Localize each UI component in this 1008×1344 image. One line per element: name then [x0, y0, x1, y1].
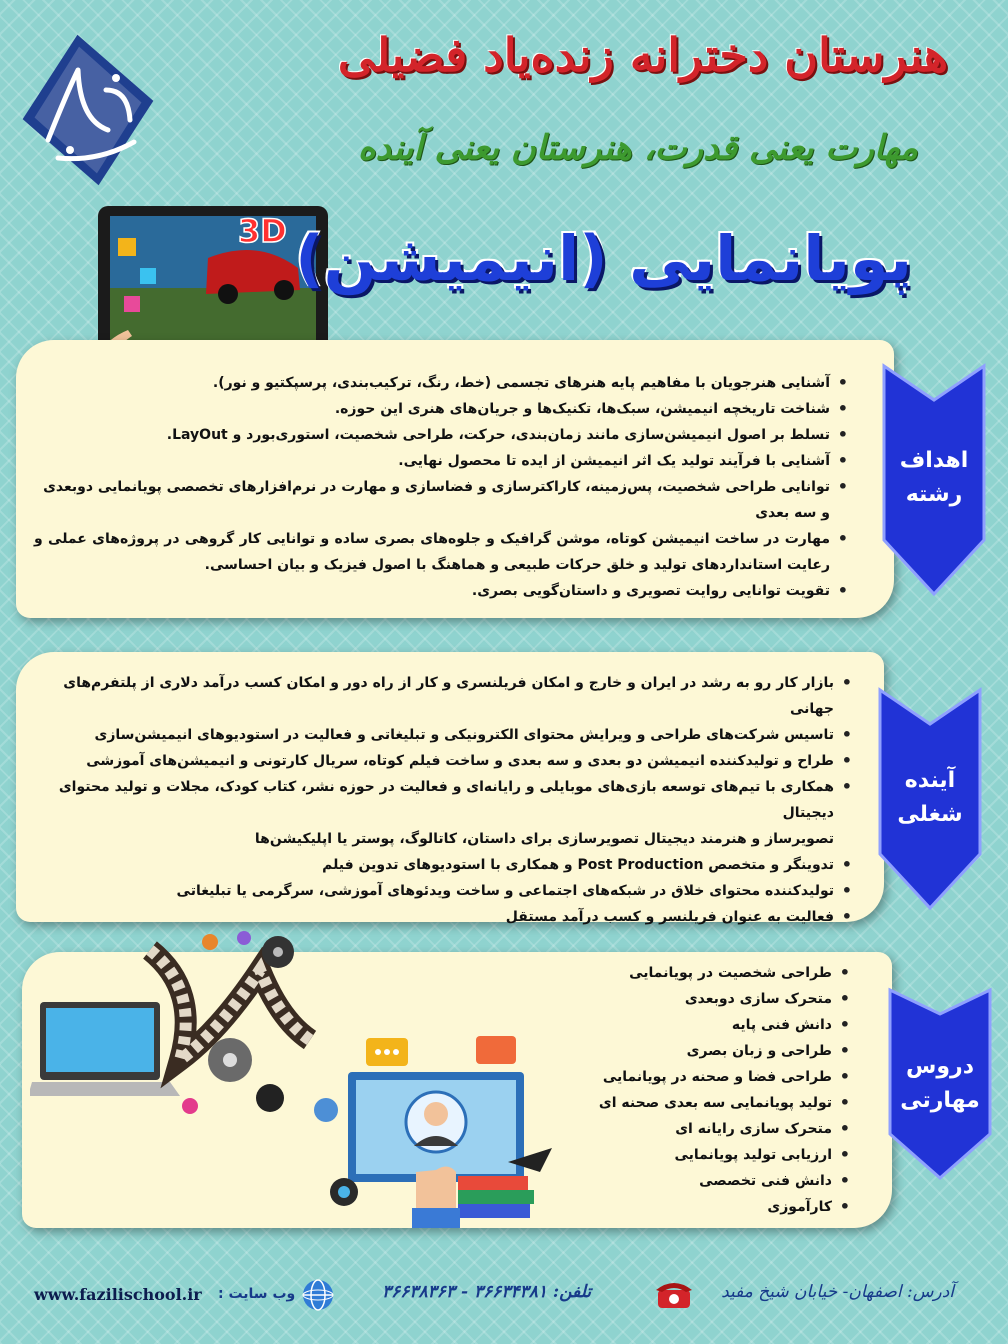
courses-item: • متحرک سازی دوبعدی	[496, 986, 856, 1012]
goals-badge-line2: رشته	[905, 482, 963, 507]
career-item: • تولیدکننده محتوای خلاق در شبکه‌های اجتماعی و ساخت ویدئوهای آموزشی، سرگرمی یا تبلیغاتی	[38, 878, 858, 904]
career-badge-line1: آینده	[904, 768, 956, 793]
career-item: تصویرساز و هنرمند دیجیتال تصویرسازی برای داستان، کاتالوگ، پوستر یا اپلیکیشن‌ها	[254, 831, 834, 847]
film-reel-illustration	[30, 930, 320, 1130]
career-item: • فعالیت به عنوان فریلنسر و کسب درآمد مستقل	[38, 904, 858, 930]
career-item: • تدوینگر و متخصص Post Production و همکاری با استودیوهای تدوین فیلم	[38, 852, 858, 878]
goals-badge	[880, 360, 988, 600]
tablet-3d-label: 3D	[238, 212, 287, 250]
footer-website-label: وب سایت :	[218, 1286, 296, 1302]
footer-address: آدرس: اصفهان- خیابان شیخ مفید	[721, 1282, 954, 1302]
courses-badge-line2: مهارتی	[900, 1088, 980, 1113]
footer-website-link[interactable]: www.fazilischool.ir	[34, 1285, 202, 1304]
courses-item: • متحرک سازی رایانه ای	[496, 1116, 856, 1142]
courses-item: • طراحی فضا و صحنه در پویانمایی	[496, 1064, 856, 1090]
courses-panel	[22, 952, 892, 1228]
school-logo-icon	[18, 30, 158, 190]
courses-item: • طراحی شخصیت در پویانمایی	[496, 960, 856, 986]
goals-badge-line1: اهداف	[899, 448, 969, 473]
field-title: پویانمایی (انیمیشن)	[295, 222, 912, 295]
career-badge	[876, 684, 984, 914]
courses-item: • ارزیابی تولید پویانمایی	[496, 1142, 856, 1168]
goals-item: • شناخت تاریخچه انیمیشن، سبک‌ها، تکنیک‌ها و جریان‌های هنری این حوزه.	[34, 396, 854, 422]
courses-item: • دانش فنی تخصصی	[496, 1168, 856, 1194]
career-item: • طراح و تولیدکننده انیمیشن دو بعدی و سه بعدی و ساخت فیلم کوتاه، سریال کارتونی و انیمیشن‌های آموزشی	[38, 748, 858, 774]
courses-badge-line1: دروس	[906, 1054, 974, 1079]
career-item: • بازار کار رو به رشد در ایران و خارج و امکان فریلنسری و کار از راه دور و امکان کسب درآمد دلاری از پلتفرم‌های جهانی	[38, 670, 858, 722]
goals-list	[34, 370, 854, 604]
courses-badge	[886, 984, 994, 1184]
career-item: • تاسیس شرکت‌های طراحی و ویرایش محتوای الکترونیکی و تبلیغاتی و فعالیت در استودیوهای انیمیشن‌سازی	[38, 722, 858, 748]
goals-item: • تقویت توانایی روایت تصویری و داستان‌گویی بصری.	[34, 578, 854, 604]
career-item: • همکاری با تیم‌های توسعه بازی‌های موبایلی و رایانه‌ای و فعالیت در حوزه نشر، کتاب کودک، مجلات و تولید محتوای دیجیتال	[38, 774, 858, 826]
career-list	[38, 670, 858, 930]
globe-icon	[300, 1278, 336, 1312]
courses-item: • دانش فنی پایه	[496, 1012, 856, 1038]
courses-item: • طراحی و زبان بصری	[496, 1038, 856, 1064]
goals-item: • مهارت در ساخت انیمیشن کوتاه، موشن گرافیک و جلوه‌های بصری ساده و توانایی کار گروهی در پروژه‌های عملی و رعایت استانداردهای تولید و خلق حرکات طبیعی و هماهنگ با اصول فیزیک و بیان احساسی.	[34, 526, 854, 578]
career-panel	[16, 652, 884, 925]
phone-icon	[654, 1278, 694, 1310]
goals-panel	[16, 340, 894, 618]
career-badge-line2: شغلی	[897, 802, 963, 827]
e-learning-illustration	[308, 1022, 558, 1228]
slogan: مهارت یعنی قدرت، هنرستان یعنی آینده	[357, 128, 918, 168]
goals-item: • توانایی طراحی شخصیت، پس‌زمینه، کاراکترسازی و فضاسازی و مهارت در نرم‌افزارهای تخصصی پویانمایی دوبعدی و سه بعدی	[34, 474, 854, 526]
courses-item: • کارآموزی	[496, 1194, 856, 1220]
goals-item: • آشنایی با فرآیند تولید یک اثر انیمیشن از ایده تا محصول نهایی.	[34, 448, 854, 474]
courses-item: • تولید پویانمایی سه بعدی صحنه ای	[496, 1090, 856, 1116]
school-title: هنرستان دخترانه زنده‌یاد فضیلی	[337, 28, 948, 82]
goals-item: • آشنایی هنرجویان با مفاهیم پایه هنرهای تجسمی (خط، رنگ، ترکیب‌بندی، پرسپکتیو و نور).	[34, 370, 854, 396]
goals-item: • تسلط بر اصول انیمیشن‌سازی مانند زمان‌بندی، حرکت، طراحی شخصیت، استوری‌بورد و LayOut.	[34, 422, 854, 448]
footer-phone: تلفن: ۳۶۶۳۴۳۸۱ - ۳۶۶۳۸۳۶۳	[382, 1282, 592, 1302]
